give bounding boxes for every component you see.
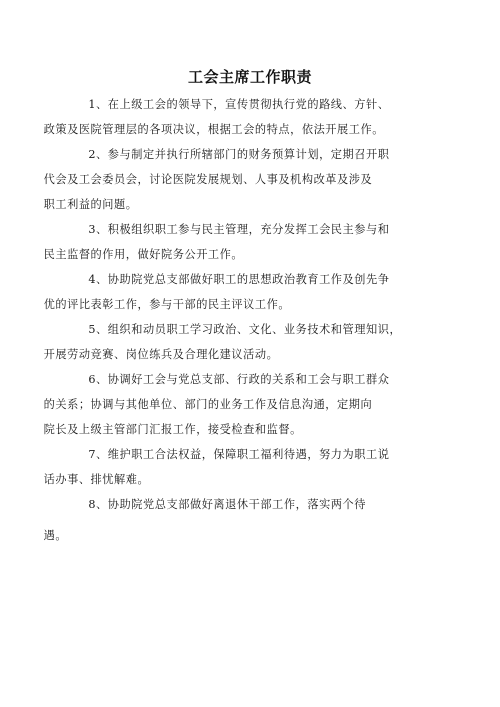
duty-item-5 — [43, 317, 440, 367]
duty-item-line: 话办事、排忧解难。 — [43, 473, 150, 486]
duty-item-line: 职工利益的问题。 — [43, 198, 138, 211]
duty-item-line: 5、组织和动员职工学习政治、文化、业务技术和管理知识， — [88, 323, 402, 336]
duty-item-line: 1、在上级工会的领导下，宣传贯彻执行党的路线、方针、 — [88, 98, 390, 111]
duty-item-6 — [43, 367, 440, 442]
duty-item-line: 3、积极组织职工参与民主管理，充分发挥工会民主参与和 — [88, 223, 390, 236]
duty-item-line: 开展劳动竞赛、岗位练兵及合理化建议活动。 — [43, 348, 279, 361]
duty-item-line: 优的评比表彰工作，参与干部的民主评议工作。 — [43, 298, 291, 311]
duty-item-4 — [43, 267, 440, 317]
duty-item-line: 政策及医院管理层的各项决议，根据工会的特点，依法开展工作。 — [43, 123, 384, 136]
document-title: 工会主席工作职责 — [187, 68, 312, 86]
duty-item-line: 民主监督的作用，做好院务公开工作。 — [43, 248, 244, 261]
duty-item-line: 7、维护职工合法权益，保障职工福利待遇，努力为职工说 — [88, 448, 390, 461]
duty-item-3 — [43, 217, 440, 267]
duty-item-8 — [43, 492, 440, 548]
duty-item-7 — [43, 442, 440, 492]
duty-item-line: 代会及工会委员会，讨论医院发展规划、人事及机构改革及涉及 — [43, 173, 373, 186]
duty-item-line: 8、协助院党总支部做好离退休干部工作，落实两个待 — [88, 498, 367, 511]
duty-item-line: 2、参与制定并执行所辖部门的财务预算计划，定期召开职 — [88, 148, 390, 161]
duty-item-line: 遇。 — [43, 529, 68, 542]
duty-item-2 — [43, 142, 440, 217]
document-body — [43, 92, 440, 548]
duty-item-1 — [43, 92, 440, 142]
duty-item-line: 6、协调好工会与党总支部、行政的关系和工会与职工群众 — [88, 373, 390, 386]
duty-item-line: 的关系；协调与其他单位、部门的业务工作及信息沟通，定期向 — [43, 398, 373, 411]
duty-item-line: 院长及上级主管部门汇报工作，接受检查和监督。 — [43, 423, 302, 436]
duty-item-line: 4、协助院党总支部做好职工的思想政治教育工作及创先争 — [88, 273, 390, 286]
